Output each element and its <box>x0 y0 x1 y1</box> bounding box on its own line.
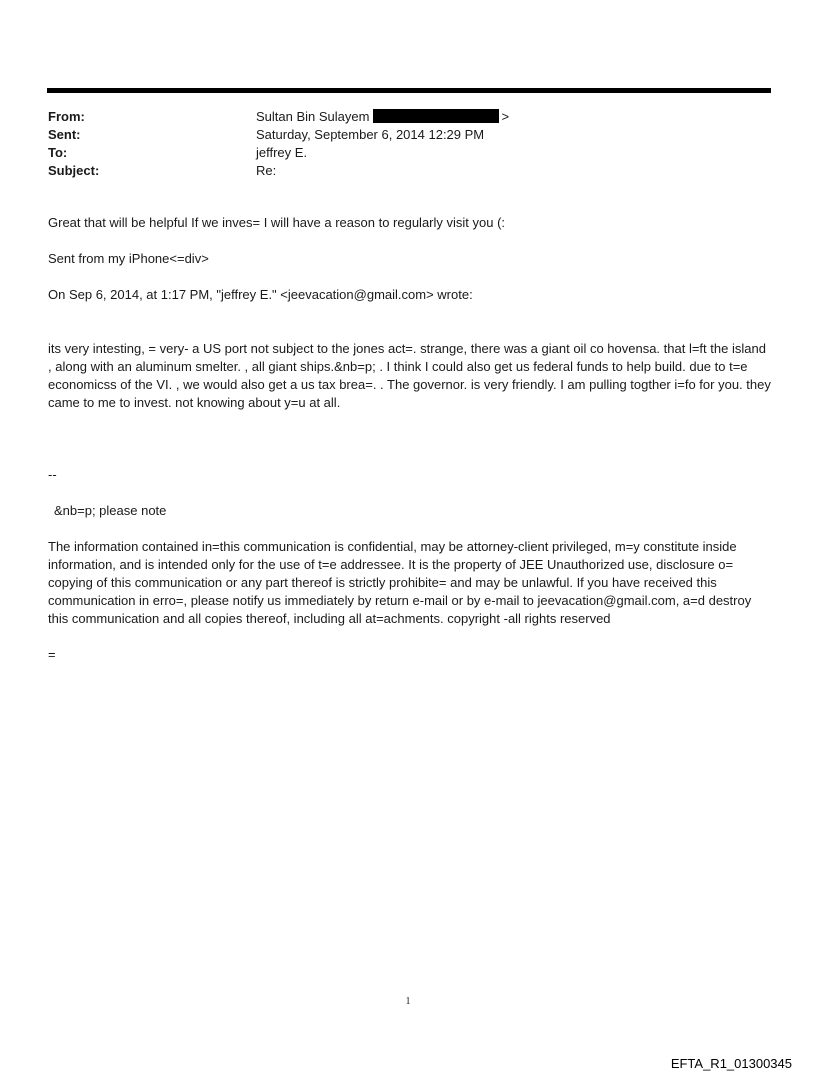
to-label: To: <box>48 145 68 160</box>
quote-attribution: On Sep 6, 2014, at 1:17 PM, "jeffrey E." <jeevacation@gmail.com> wrote: <box>48 287 473 302</box>
subject-label: Subject: <box>48 163 100 178</box>
signature-separator: -- <box>48 467 57 482</box>
from-value <box>256 108 748 126</box>
end-marker: = <box>48 647 56 662</box>
from-suffix: > <box>501 109 510 124</box>
mobile-signature: Sent from my iPhone<=div> <box>48 251 209 266</box>
to-value: jeffrey E. <box>256 145 308 160</box>
redaction-block <box>373 109 499 123</box>
bates-stamp: EFTA_R1_01300345 <box>670 1056 792 1071</box>
from-row <box>48 108 748 126</box>
email-body <box>48 214 773 664</box>
email-header <box>48 108 748 180</box>
confidentiality-disclaimer: The information contained in=this communication is confidential, may be attorney-client privileged, m=y constitute inside information, and is intended only for the use of t=e addressee. It is the property of JEE Unauthorized use, disclosure o= copying of this communication or any part thereof is strictly prohibite= and may be unlawful. If you have received this communication in erro=, please notify us immediately by return e-mail or by e-mail to jeevacation@gmail.com, a=d destroy this communication and all copies thereof, including all at=achments. copyright -all rights reserved <box>48 539 752 626</box>
reply-text: Great that will be helpful If we inves= I will have a reason to regularly visit you (: <box>48 215 506 230</box>
page-number: 1 <box>405 996 411 1007</box>
from-label: From: <box>48 109 85 124</box>
sent-value: Saturday, September 6, 2014 12:29 PM <box>256 127 485 142</box>
quoted-message: its very intesting, = very- a US port not subject to the jones act=. strange, there was a giant oil co hovensa. that l=ft the island , along with an aluminum smelter. , all giant ships.&nb=p; . I think I could also get us federal funds to help build. due to t=e economicss of the VI. , we would also get a us tax brea=. . The governor. is very friendly. I am pulling togther i=fo for you. they came to me to invest. not knowing about y=u at all. <box>48 341 771 410</box>
please-note: &nb=p; please note <box>54 503 167 518</box>
subject-value: Re: <box>256 163 277 178</box>
subject-row <box>48 162 748 180</box>
sent-label: Sent: <box>48 127 81 142</box>
sent-row <box>48 126 748 144</box>
from-name: Sultan Bin Sulayem <box>256 109 370 124</box>
header-rule <box>47 88 771 93</box>
to-row <box>48 144 748 162</box>
